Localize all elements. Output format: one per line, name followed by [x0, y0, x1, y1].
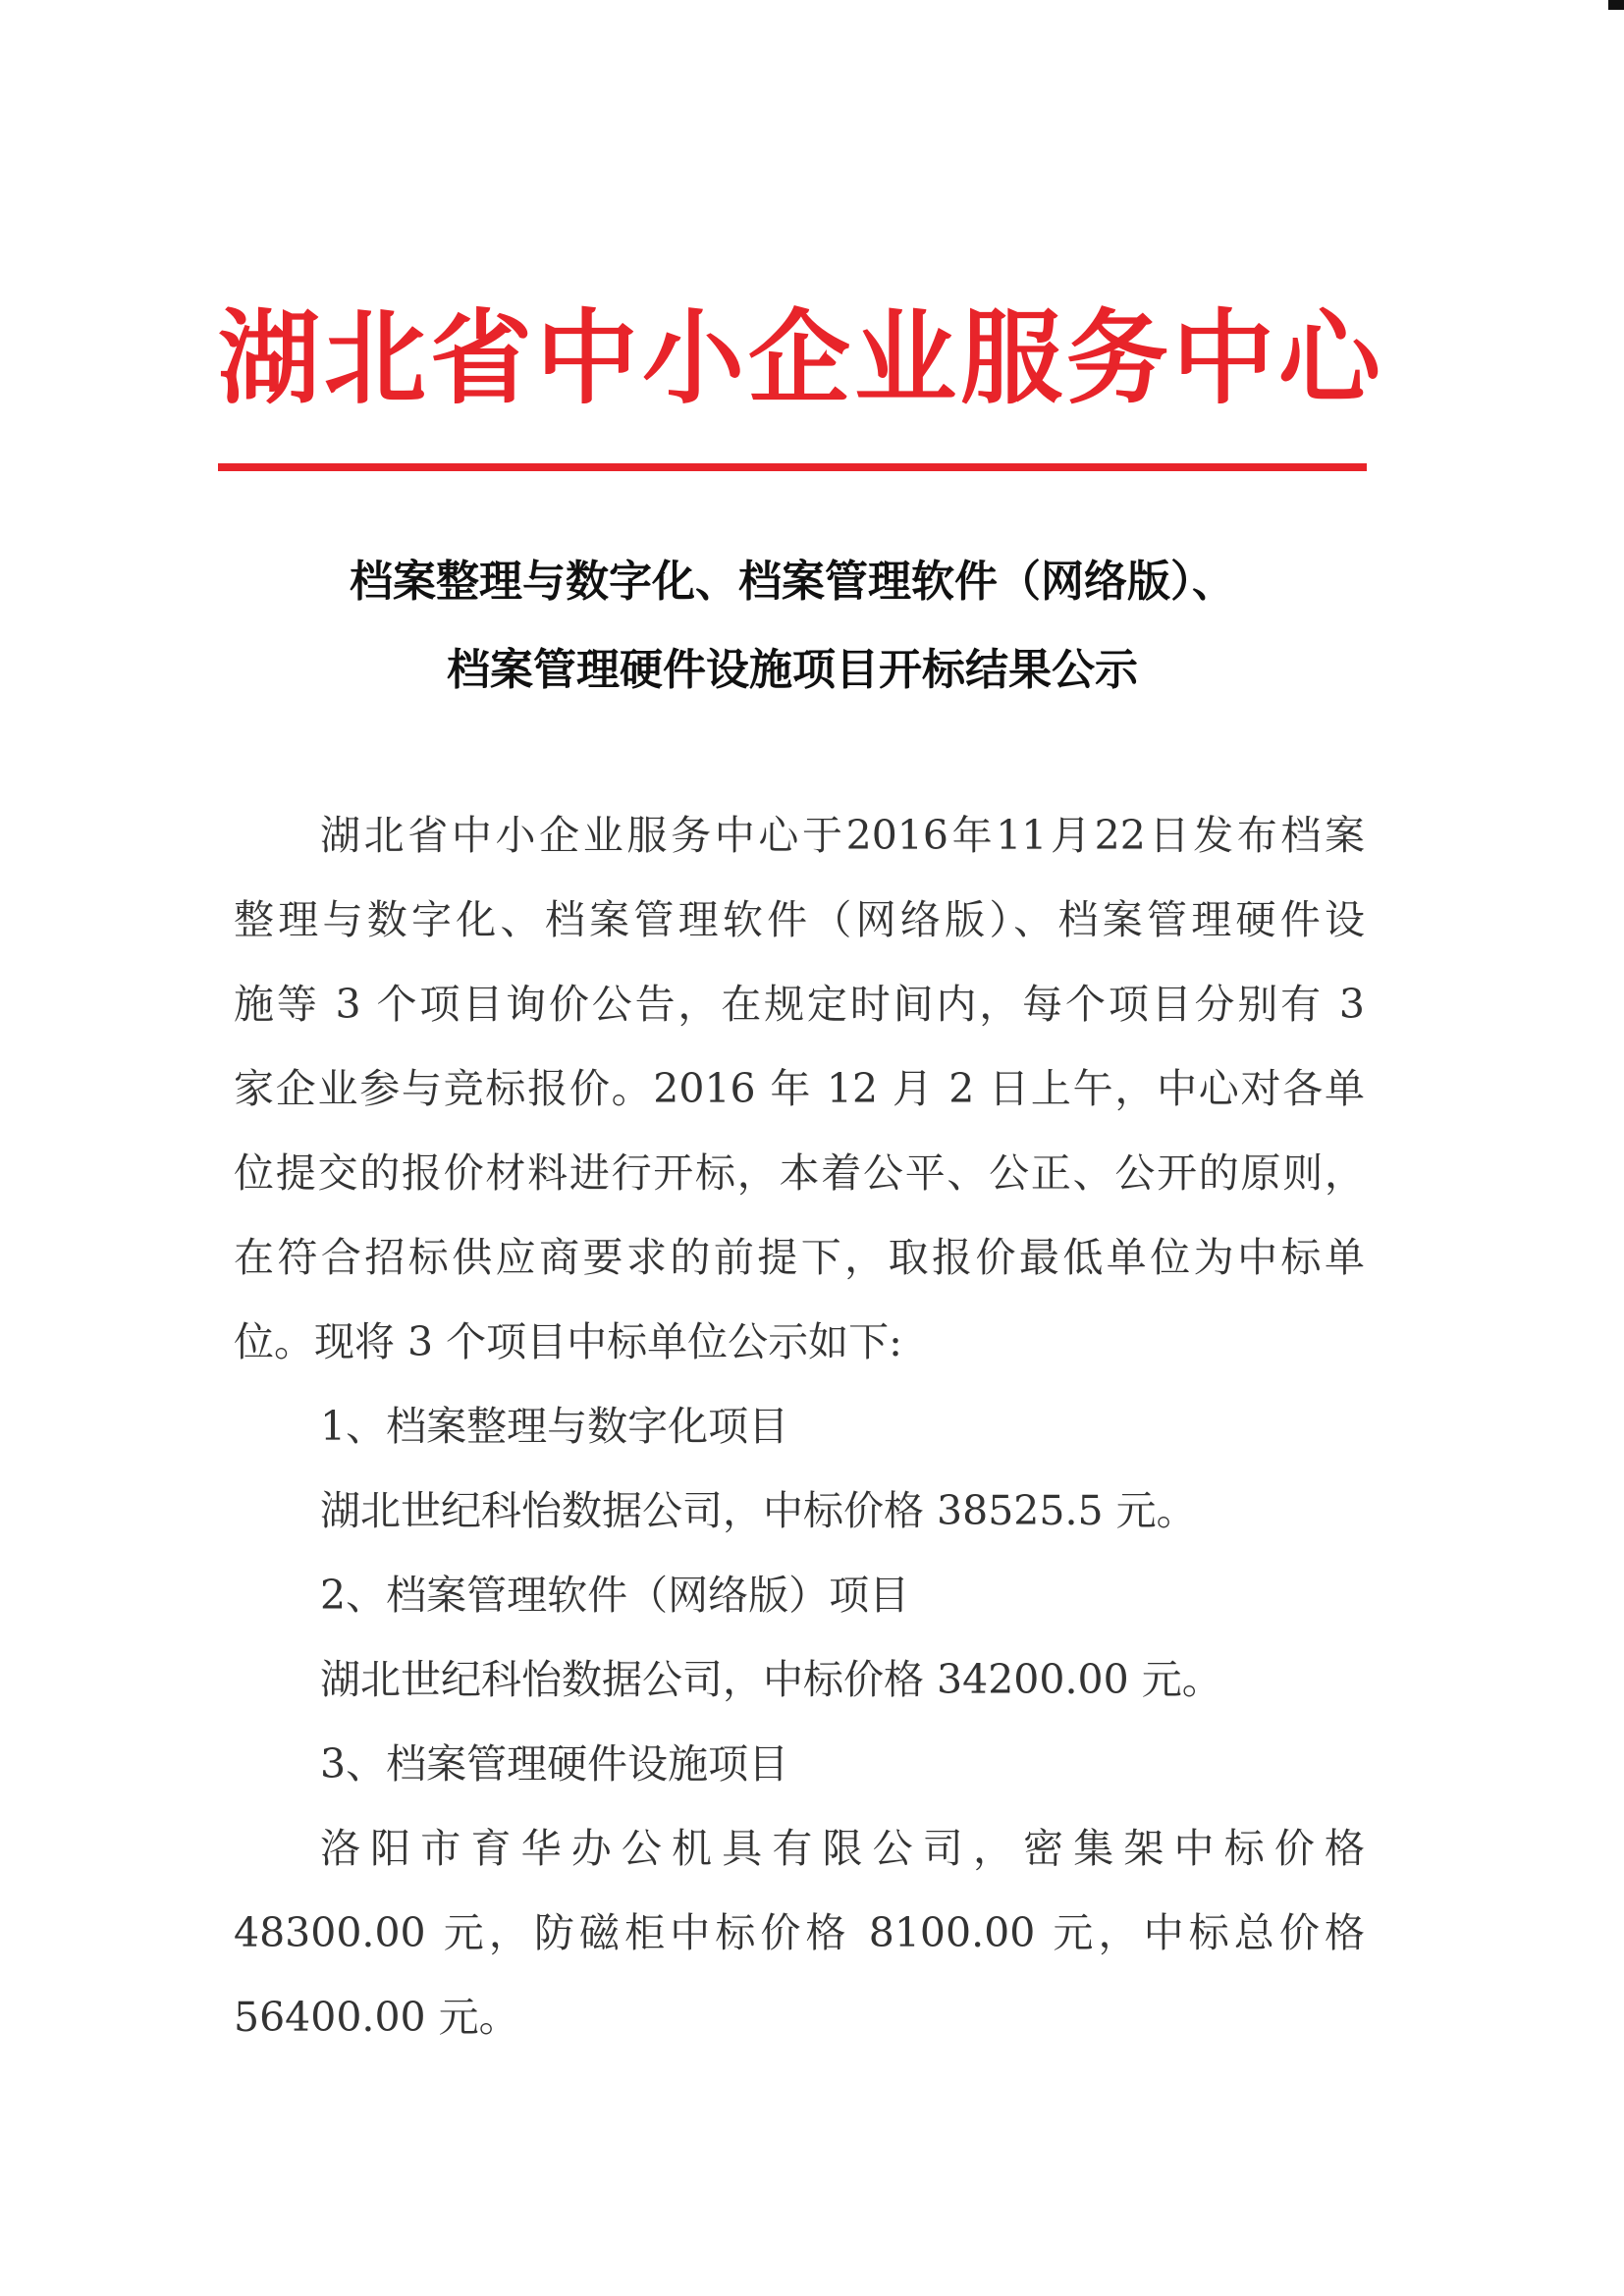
title-line-1: 档案整理与数字化、档案管理软件（网络版）、 — [350, 557, 1235, 607]
item-2-result: 湖北世纪科怡数据公司，中标价格 34200.00 元。 — [320, 1656, 1222, 1703]
item-3-result-line: 洛阳市育华办公机具有限公司，密集架中标价格 — [320, 1825, 1365, 1872]
paragraph-line: 在符合招标供应商要求的前提下，取报价最低单位为中标单 — [234, 1234, 1365, 1281]
item-3-result-line: 48300.00 元，防磁柜中标价格 8100.00 元，中标总价格 — [234, 1909, 1365, 1956]
item-3-heading: 3、档案管理硬件设施项目 — [320, 1740, 789, 1788]
letterhead-red-rule — [218, 463, 1367, 471]
scan-edge-mark — [1608, 0, 1624, 10]
title-line-2: 档案管理硬件设施项目开标结果公示 — [447, 645, 1138, 695]
item-1-result: 湖北世纪科怡数据公司，中标价格 38525.5 元。 — [320, 1487, 1197, 1534]
paragraph-line: 施等 3 个项目询价公告，在规定时间内，每个项目分别有 3 — [234, 981, 1365, 1028]
paragraph-line: 家企业参与竞标报价。2016 年 12 月 2 日上午，中心对各单 — [234, 1065, 1365, 1112]
item-2-heading: 2、档案管理软件（网络版）项目 — [320, 1572, 910, 1619]
letterhead-org-name: 湖北省中小企业服务中心 — [218, 297, 1385, 418]
document-title — [218, 538, 1367, 715]
paragraph-line: 位。现将 3 个项目中标单位公示如下: — [234, 1318, 902, 1365]
item-1-heading: 1、档案整理与数字化项目 — [320, 1403, 789, 1450]
item-3-result-line: 56400.00 元。 — [234, 1994, 519, 2041]
document-body — [234, 793, 1365, 2059]
paragraph-line: 位提交的报价材料进行开标，本着公平、公正、公开的原则， — [234, 1149, 1365, 1197]
paragraph-line: 湖北省中小企业服务中心于2016年11月22日发布档案 — [320, 812, 1365, 859]
paragraph-line: 整理与数字化、档案管理软件（网络版）、档案管理硬件设 — [234, 896, 1365, 943]
